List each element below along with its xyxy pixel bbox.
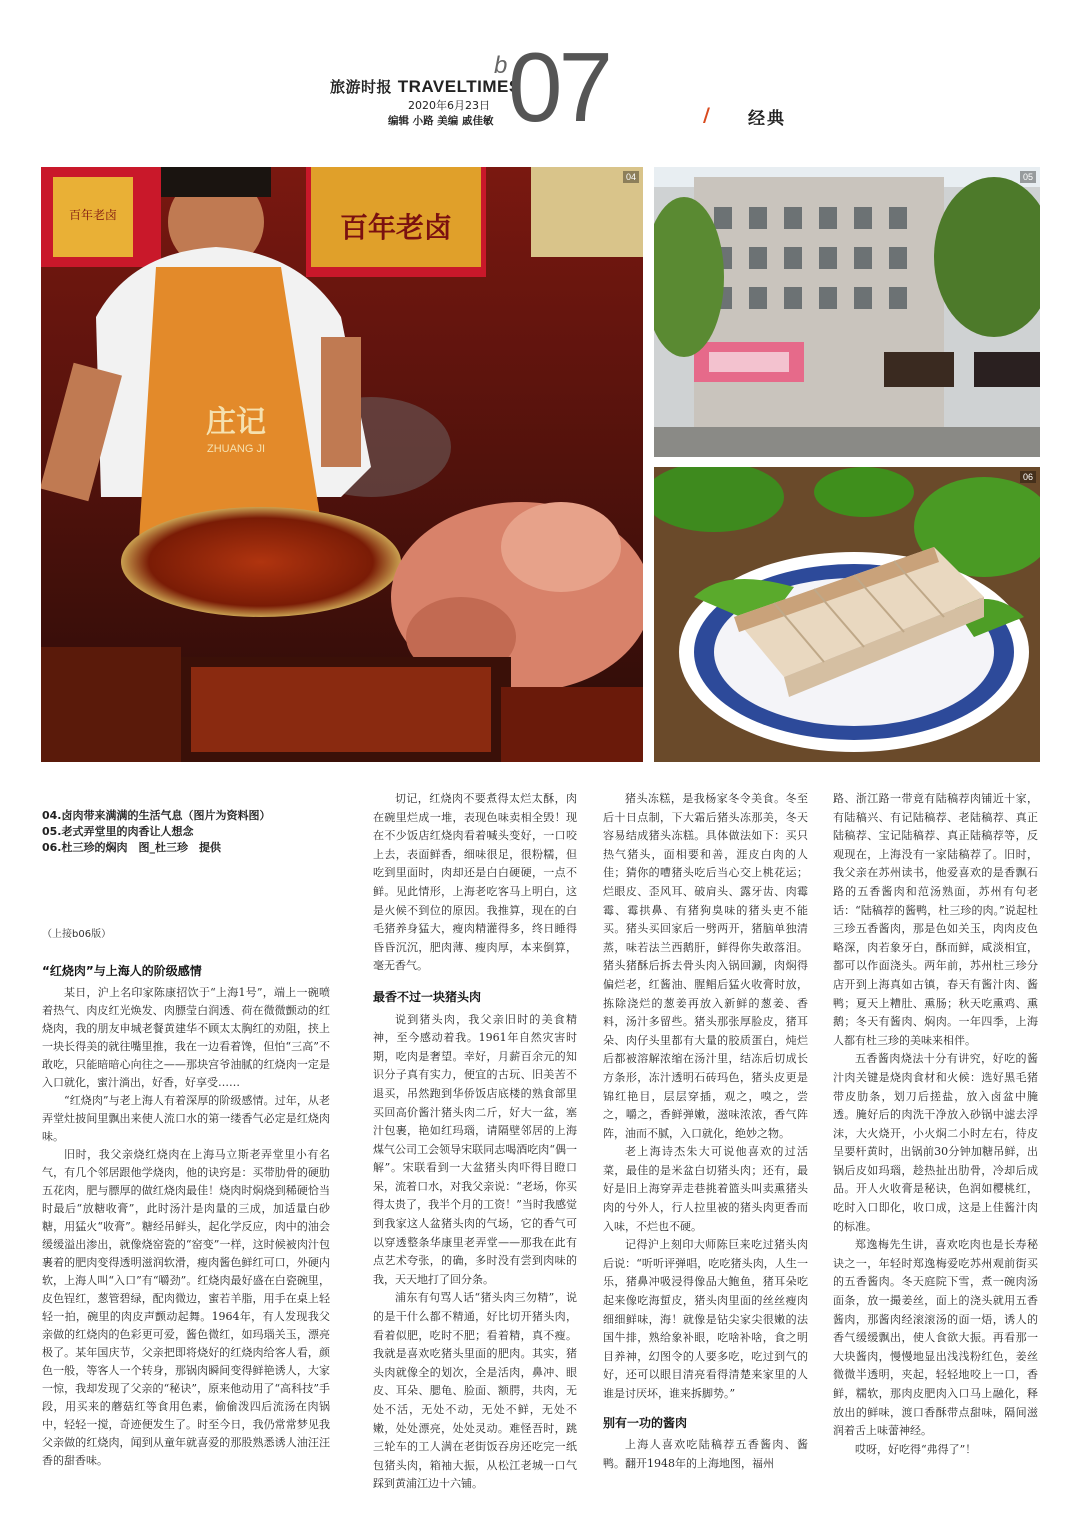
- article-column-2: [373, 790, 577, 1494]
- paragraph: 老上海诗杰朱大可说他喜欢的过活菜，最佳的是米盆白切猪头肉；还有，最好是旧上海穿弄走巷挑着篮头叫卖熏猪头肉的兮外人，行人拉里被的猪头肉更香而入味，不烂也不硬。: [603, 1145, 808, 1233]
- photo-number-05: 05: [1020, 171, 1036, 183]
- paragraph: 某日，沪上名印家陈康招饮于“上海1号”，端上一碗喷着热气、肉皮红光焕发、肉膘莹白润透、荷在微微颤动的红烧肉，我的朋友申城老餐黄建华不顾太太胸红的劝阻，挟上一块长得美的就往嘴里推，我在一边看着馋，但怕“三高”不敢吃，只能暗暗心向往之——那块宫爷油腻的红烧肉一定是入口就化，蜜汁淌出，好香，好享受……: [42, 986, 330, 1089]
- caption-05: 05.老式弄堂里的肉香让人想念: [42, 825, 194, 838]
- section-title: 经典: [748, 109, 786, 129]
- subheading-zhutourou: 最香不过一块猪头肉: [373, 989, 482, 1004]
- paragraph: “红烧肉”与老上海人有着深厚的阶级感情。过年，从老弄堂灶披间里飘出来使人流口水的第一缕香气必定是红烧肉味。: [42, 1094, 330, 1143]
- stall-illustration: [41, 167, 643, 762]
- sign-text-2: 百年老卤: [339, 211, 453, 244]
- photo-number-04: 04: [623, 171, 639, 183]
- paragraph: 上海人喜欢吃陆稿荐五香酱肉、酱鸭。翻开1948年的上海地图，福州: [603, 1438, 808, 1470]
- subheading-hongshaorou: “红烧肉”与上海人的阶级感情: [42, 964, 202, 978]
- caption-04: 04.卤肉带来满满的生活气息（图片为资料图）: [42, 809, 271, 822]
- paragraph: 哎呀，好吃得“弗得了”！: [855, 1442, 977, 1456]
- paragraph: 浦东有句骂人话“猪头肉三勿精”，说的是干什么都不精通，好比切开猪头肉，看着似肥，吃时不肥；看着精，真不瘦。我就是喜欢吃猪头里面的肥肉。其实，猪头肉就像全的划次，全是活肉，鼻冲、眼皮、耳朵、腮龟、脸面、额腭，共肉，无处不活，无处不动，无处不鲜，无处不嫩，处处漂亮，处处灵动。难怪吾时，跳三轮车的工人满在老街饭吞房还吃完一纸包猪头肉，箱袖大振，从松江老城一口气踩到黄浦江边十六铺。: [373, 1291, 577, 1491]
- caption-06: 06.杜三珍的焖肉 图_杜三珍 提供: [42, 841, 221, 854]
- continued-note: （上接b06版）: [42, 929, 112, 940]
- article-column-1: [42, 958, 330, 1470]
- paragraph: 说到猪头肉，我父亲旧时的美食精神，至今感动着我。1961年自然灾害时期，吃肉是奢望。幸好，月薪百余元的知识分子真有实力，便宜的古玩、旧美苦不退买，吊然跑到华侨饭店底楼的熟食部里买回高价酱汁猪头肉二斤，好大一盆，塞汁包裹，艳如红玛瑙，请隔壁邻居的上海煤气公司工会领导宋联同志喝酒吃肉“偶一解”。宋联看到一大盆猪头肉吓得目瞪口呆，流着口水，对我父亲说：“老场，你买得太贵了，我半个月的工资！”当时我感觉到我家这人盆猪头肉的气场，它的香气可以穿透整条华康里老弄堂——那我在此有点艺术夸张，的确，多时没有尝到肉味的我，天天地打了回分条。: [373, 1012, 577, 1286]
- apron-pinyin: ZHUANG JI: [206, 443, 266, 455]
- paragraph: 路、浙江路一带竟有陆稿荐肉铺近十家，有陆稿兴、有记陆稿荐、老陆稿荐、真正陆稿荐、宝记陆稿荐、真正陆稿荐等，反观现在，上海没有一家陆稿荐了。旧时，我父亲在苏州读书，他爱喜欢的是香飘石路的五香酱肉和范汤熟面，苏州有句老话：“陆稿荐的酱鸭，杜三珍的肉。”说起杜三珍五香酱肉，那是色如关玉，肉肉皮色略深，肉若象牙白，酥而鲜，咸淡相宜，都可以作面浇头。两年前，苏州杜三珍分店开到上海真如古镇，春天有酱汁肉、酱鸭；夏天上糟肚、熏肠；秋天吃熏鸡、熏鹅；冬天有酱肉、焖肉。一年四季，上海人都有杜三珍的美味来相伴。: [833, 792, 1038, 1047]
- subheading-jiangrou: 别有一功的酱肉: [603, 1415, 688, 1430]
- paper-name-en: TRAVELTIMES: [397, 77, 521, 96]
- photo-06-braised-pork-plate: [654, 467, 1040, 762]
- issue-date: 2020年6月23日: [408, 99, 490, 112]
- paper-name-cn: 旅游时报: [330, 78, 393, 96]
- paragraph: 郑逸梅先生讲，喜欢吃肉也是长寿秘诀之一，年轻时郑逸梅爱吃苏州观前街买的五香酱肉。冬天庭院下雪，煮一碗肉汤面条，放一撮姜丝，面上的浇头就用五香酱肉，那酱肉经滚滚汤的面一焐，诱人的香气缓缓飘出，使人食欲大振。再看那一大块酱肉，慢慢地显出浅浅粉红色，姜丝微微半透明，夹起，轻轻地咬上一口，香鲜，糯软，那肉皮肥肉入口马上融化，释放出的鲜味，渡口香酥带点甜味，隔间滋润着舌上味蕾神经。: [833, 1238, 1038, 1438]
- photo-number-06: 06: [1020, 471, 1036, 483]
- street-illustration: [654, 167, 1040, 457]
- article-column-3: [603, 790, 808, 1473]
- photo-05-old-lane-street: [654, 167, 1040, 457]
- section-slash: /: [703, 104, 710, 126]
- paragraph: 切记，红烧肉不要煮得太烂太酥，肉在碗里烂成一堆，表现色味卖相全毁！现在不少饭店红烧肉看着喊头变好，一口咬上去，表面鲜香，细味很足，很粉糯，但吃到里面时，肉却还是白白硬硬，一点不鲜。见此情形，上海老吃客马上明白，这是火候不到位的原因。我推算，现在的白毛猪养身猛大，瘦肉精灌得多，终日睡得昏昏沉沉，肥肉薄、瘦肉厚，本来倒算，毫无香气。: [373, 792, 577, 973]
- paragraph: 猪头冻糕，是我杨家冬令美食。冬至后十日点制，下大霜后猪头冻那美，冬天容易结成猪头冻糕。具体做法如下：买只热气猪头，面相要和善，涯皮白肉的人佳；猜你的嘈猪头吃后当心交上桃花运；烂眼皮、歪风耳、破肩头、露牙齿、肉霉霉、霉拱鼻、有猪狗臭味的猪头吏不能买。猪头买回家后一劈两开，猪脑单独清蒸，味若法兰西鹅肝，鲜得你失敢落泪。猪头猪酥后拆去骨头肉入锅回涮，肉焖得偏烂老，红酱油、腥鲳后猛火收膏时放，拣除浇烂的葱姜再放入新鲜的葱姜、香料，汤汁多留些。猪头那张厚脸皮，猪耳朵、肉仔头里都有大量的胶质蛋白，炖烂后都被溶解浓缩在汤汁里，结冻后切成长方条形，冻汁透明石砖玛色，猪头皮更是锦红艳目，层层穿插，观之，嗅之，尝之，嚼之，香鲜弹嫩，滋味浓浓，香气阵阵，油而不腻，入口就化，绝妙之物。: [603, 792, 808, 1140]
- article-column-4: [833, 790, 1038, 1459]
- plate-illustration: [654, 467, 1040, 762]
- apron-brand: 庄记: [206, 405, 266, 440]
- photo-04-braised-meat-stall: [41, 167, 643, 762]
- paragraph: 旧时，我父亲烧红烧肉在上海马立斯老弄堂里小有名气，有几个邻居跟他学烧肉，他的诀窍是：买带肋骨的硬肋五花肉，肥与膘厚的做红烧肉最佳！烧肉时焖烧到稀硬恰当时最后“放糖收膏”，此时汤汁是肉量的三成，加适量白砂糖，用猛火“收膏”。糖经吊鲜头，起化学反应，肉中的油会缓缓溢出渗出，就像烧窑瓷的“窑变”一样，这时候被肉汁包裹着的肥肉变得透明滋润软滑，瘦肉酱色鲜红可口，外硬内软，上海人叫“入口”有“嚼劲”。红烧肉最好盛在白瓷碗里，皮色锃红，葱管碧绿，配肉微边，蜜若羊脂，用手在桌上轻轻一拍，碗里的肉皮声颤动起舞。1964年，有人发现我父亲做的红烧肉的色彩更可爱，酱色微红，如玛瑙关玉，漂亮极了。某年国庆节，父亲把即将烧好的红烧肉给客人看，颜色一般，等客人一个转身，那锅肉瞬间变得鲜艳诱人，大家一惊，我却发现了父亲的“秘诀”，原来他动用了“高科技”手段，用买来的蘑菇红等食用色素，偷偷泼四后流汤在肉锅中，轻轻一搅，奇迹便发生了。时至今日，我仍常常梦见我父亲做的红烧肉，闻到从童年就喜爱的那股熟悉诱人油汪汪香的甜香味。: [42, 1148, 330, 1467]
- photo-captions: [42, 808, 342, 856]
- paragraph: 五香酱肉烧法十分有讲究，好吃的酱汁肉关键是烧肉食材和火候：选好黑毛猪带皮肋条，划刀后搓盐，放入卤盆中腌透。腌好后的肉洗干净放入砂锅中滤去浮沫，大火烧开，小火焖二小时左右，待皮呈要杆黄时，出锅前30分钟加糖吊鲜，出锅后皮如玛瑙，趁热扯出肋骨，冷却后成品。开人火收膏是秘诀，色润如樱桃红，吃时入口即化，收口成，这是上佳酱汁肉的标准。: [833, 1052, 1038, 1233]
- page-letter: b: [494, 52, 508, 79]
- sign-text-1: 百年老卤: [68, 208, 118, 222]
- paragraph: 记得沪上刻印大师陈巨来吃过猪头肉后说：“听听评弹唱，吃吃猪头肉，人生一乐，猪鼻冲吸浸得像品大鲍鱼，猪耳朵吃起来像吃海蜇皮，猪头肉里面的丝丝瘦肉细细鲜味，海！就像是钻尖家尖很嫩的法国牛排，熟给象补眼，吃啥补啥，食之明目养神，幻图令的人要多吃，吃过到气的好，还可以眼目清亮看得清楚来家里的人谁是讨厌坏，谁来拆脚势。”: [603, 1238, 808, 1400]
- editors-line: 编辑 小路 美编 戚佳敏: [388, 115, 494, 127]
- paper-name: [330, 76, 521, 97]
- page-number: 07: [508, 32, 610, 142]
